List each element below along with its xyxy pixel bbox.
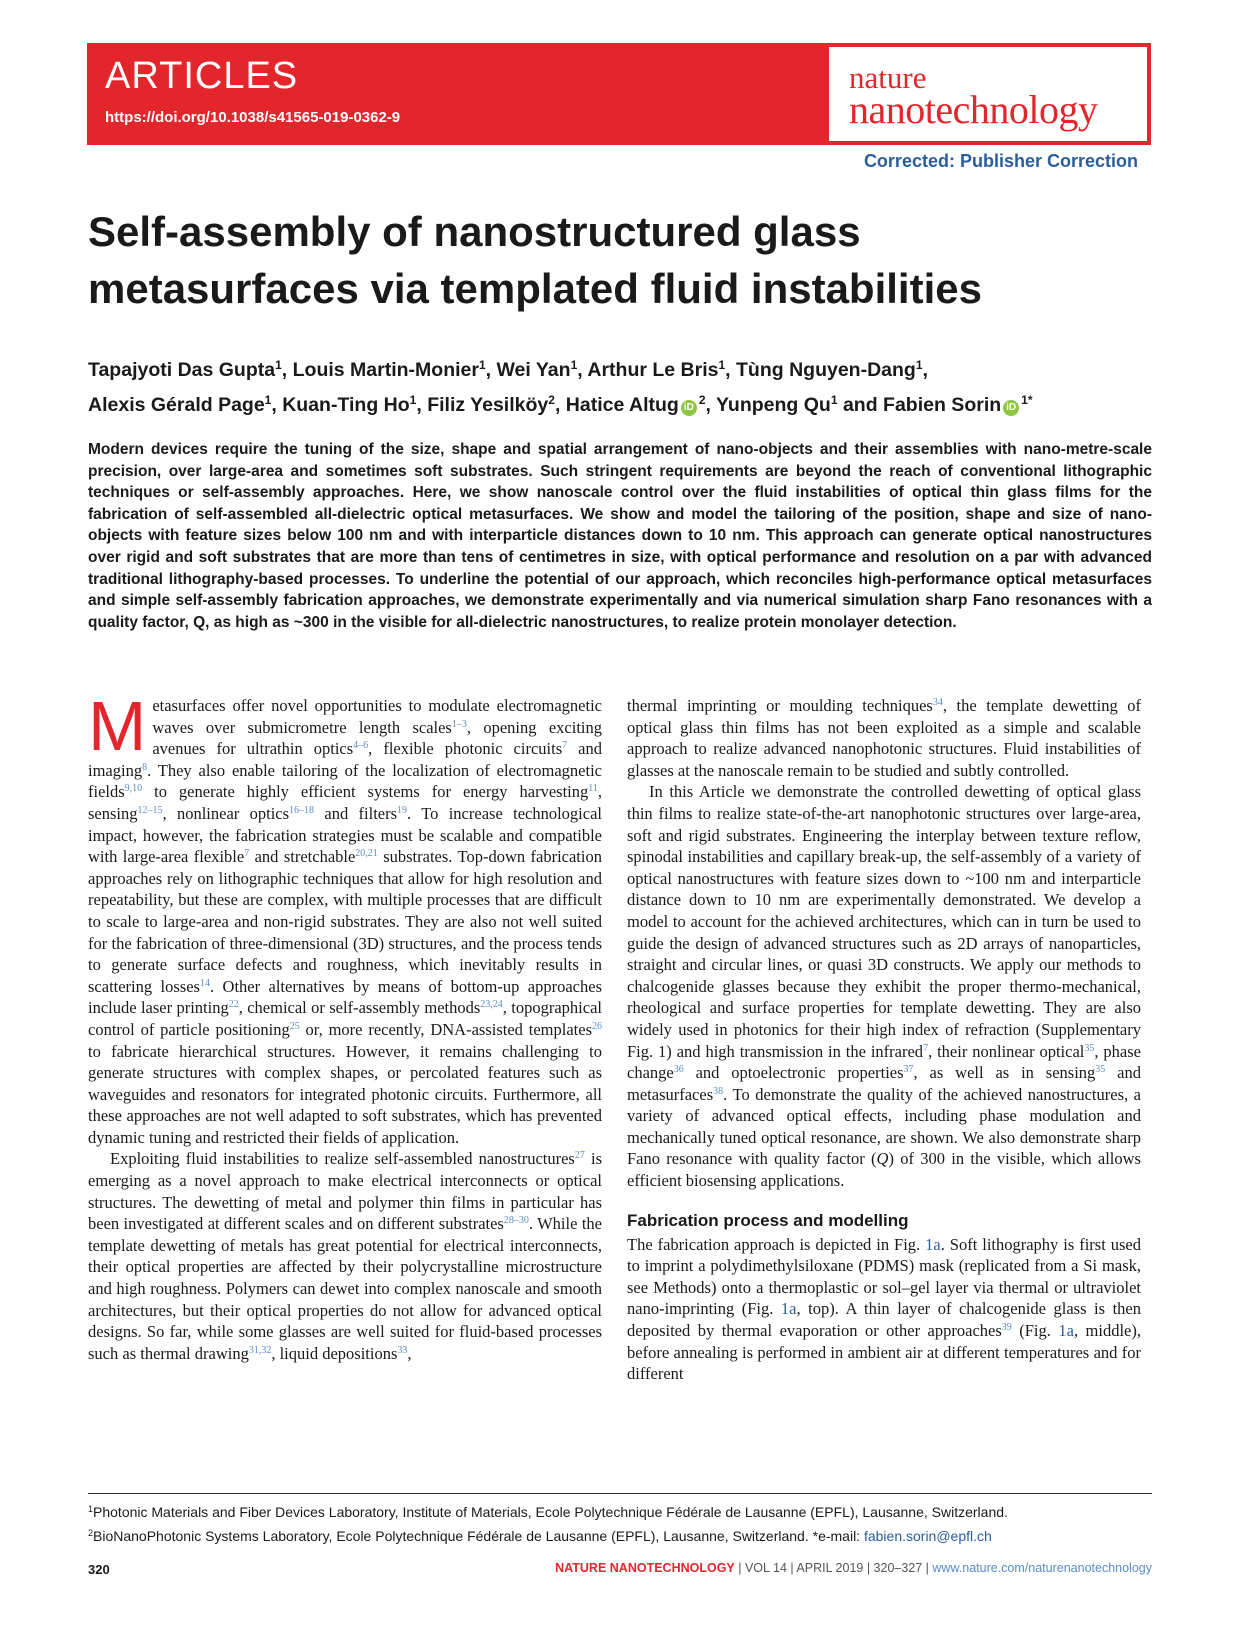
correction-notice[interactable]: Corrected: Publisher Correction [863,151,1138,171]
author-name: Arthur Le Bris [587,359,719,381]
affiliation-marker: 1 [409,393,417,407]
body-paragraph: thermal imprinting or moulding techniques$^{34}$, the template dewetting of optical glass thin films has not been exploited as a simple and scalable approach to realize advanced nanophotonic structures. Fluid instabilities of glasses at the nanoscale remain to be studied and subtly controlled. [627,696,1141,780]
body-paragraph: Exploiting fluid instabilities to realize self-assembled nanostructures$^{27}$ is emerging as a novel approach to make electrical interconnects or optical structures. The dewetting of metal and polymer thin films in particular has been investigated at different scales and on different substrates$^{28-30}$. While the template dewetting of metals has great potential for electrical interconnects, their optical properties are affected by their polycrystalline microstructure and high roughness. Polymers can dewet into complex nanoscale and smooth architectures, but their optical properties do not allow for advanced optical designs. So far, while some glasses are well suited for fluid-based processes such as thermal drawing$^{31,32}$, liquid depositions$^{33}$, [88,1149,602,1363]
orcid-icon[interactable]: iD [681,400,697,416]
logo-line-nanotechnology: nanotechnology [849,87,1098,132]
article-type-banner [87,43,1151,145]
doi-link[interactable]: https://doi.org/10.1038/s41565-019-0362-9 [105,109,401,126]
body-paragraph: Metasurfaces offer novel opportunities to modulate electromagnetic waves over submicrometre length scales$^{1-3}$, opening exciting avenues for ultrathin optics$^{4-6}$, flexible photonic circuits$^7$ and imaging$^8$. They also enable tailoring of the localization of electromagnetic fields$^{9,10}$ to generate highly efficient systems for energy harvesting$^{11}$, sensing$^{12-15}$, nonlinear optics$^{16-18}$ and filters$^{19}$. To increase technological impact, however, the fabrication strategies must be scalable and compatible with large-area flexible$^7$ and stretchable$^{20,21}$ substrates. Top-down fabrication approaches rely on lithographic techniques that allow for high resolution and repeatability, but these are complex, with multiple processes that are difficult to scale to large-area and non-rigid substrates. They are also not well suited for the fabrication of three-dimensional (3D) structures, and the process tends to generate surface defects and roughness, which inevitably results in scattering losses$^{14}$. Other alternatives by means of bottom-up approaches include laser printing$^{22}$, chemical or self-assembly methods$^{23,24}$, topographical control of particle positioning$^{25}$ or, more recently, DNA-assisted templates$^{26}$ to fabricate hierarchical structures. However, it remains challenging to generate structures with complex shapes, or percolated features such as waveguides and resonators for integrated photonic circuits. Furthermore, all these approaches are not well adapted to soft substrates, which has prevented dynamic tuning and restricted their fields of application. [88,687,603,1147]
page-number: 320 [88,1562,110,1577]
affiliation-marker: 1 [275,358,282,372]
footnote-divider [88,1493,1152,1494]
affiliation-marker: 2 [548,393,555,407]
author-name: Filiz Yesilköy [427,394,549,416]
title-line-2: metasurfaces via templated fluid instabilities [88,265,982,312]
author-name: Hatice Altug [565,394,679,416]
journal-footer [555,1561,1152,1575]
body-column-left [88,687,603,1364]
journal-name: NATURE NANOTECHNOLOGY [555,1561,735,1575]
author-line-1: Tapajyoti Das Gupta$^1$, Louis Martin-Monier$^1$, Wei Yan$^1$, Arthur Le Bris$^1$, Tùng Nguyen-Dang$^1$, [88,358,928,381]
issue-info: | VOL 14 | APRIL 2019 | 320–327 | [734,1561,933,1575]
affiliations-footnote [88,1499,1152,1547]
abstract: Modern devices require the tuning of the size, shape and spatial arrangement of nano-objects and their assemblies with nano-metre-scale precision, over large-area and sometimes soft substrates. Such stringent requirements are beyond the reach of conventional lithographic techniques or self-assembly approaches. Here, we show nanoscale control over the fluid instabilities of optical thin glass films for the fabrication of self-assembled all-dielectric optical metasurfaces. We show and model the tailoring of the position, shape and size of nano-objects with feature sizes below 100 nm and with interparticle distances down to 10 nm. This approach can generate optical nanostructures over rigid and soft substrates that are more than tens of centimetres in size, with optical performance and resolution on a par with advanced traditional lithography-based processes. To underline the potential of our approach, which reconciles high-performance optical metasurfaces and simple self-assembly fabrication approaches, we demonstrate experimentally and via numerical simulation sharp Fano resonances with a quality factor, Q, as high as ~300 in the visible for all-dielectric nanostructures, to realize protein monolayer detection. [88,441,1152,631]
affiliation-marker: 1 [830,393,838,407]
email-link[interactable]: fabien.sorin@epfl.ch [863,1528,992,1544]
section-label: ARTICLES [105,55,299,97]
affiliation-marker: 2 [698,393,706,407]
affiliation-marker: 1 [570,358,578,372]
body-column-right [627,695,1141,1385]
journal-logo [829,47,1147,141]
affiliation-marker: 1 [478,358,486,372]
affiliation-marker: 1 [915,358,923,372]
body-paragraph: In this Article we demonstrate the controlled dewetting of optical glass thin films to realize state-of-the-art nanophotonic structures over large-area, soft and rigid substrates. Engineering the interplay between texture reflow, spinodal instabilities and capillary break-up, the self-assembly of a variety of optical nanostructures with feature sizes down to ~100 nm and interparticle distance down to 10 nm are experimentally demonstrated. We develop a model to account for the achieved architectures, which can in turn be used to guide the design of advanced structures such as 2D arrays of nanoparticles, straight and circular lines, or quasi 3D constructs. We apply our methods to chalcogenide glasses because they exhibit the proper thermo-mechanical, rheological and surface properties for template dewetting. They are also widely used in photonics for their high index of refraction (Supplementary Fig. 1) and high transmission in the infrared$^7$, their nonlinear optical$^{35}$, phase change$^{36}$ and optoelectronic properties$^{37}$, as well as in sensing$^{35}$ and metasurfaces$^{38}$. To demonstrate the quality of the achieved nanostructures, a variety of advanced optical effects, including phase modulation and mechanically tuned optical resonance, are shown. We also demonstrate sharp Fano resonance with quality factor (Q) of 300 in the visible, which allows efficient biosensing applications. [627,782,1141,1191]
affiliation-text: BioNanoPhotonic Systems Laboratory, Ecole Polytechnique Fédérale de Lausanne (EPFL), Lausanne, Switzerland. *e-mail: [93,1528,864,1544]
author-name: Tapajyoti Das Gupta [88,359,276,381]
affiliation-1: $^1$Photonic Materials and Fiber Devices Laboratory, Institute of Materials, Ecole Polytechnique Fédérale de Lausanne (EPFL), Lausanne, Switzerland. [88,1504,1008,1520]
section-heading: Fabrication process and modelling [627,1210,909,1230]
author-name: Louis Martin-Monier [292,359,479,381]
title-line-1: Self-assembly of nanostructured glass [88,208,861,255]
orcid-icon[interactable]: iD [1003,400,1019,416]
article-title [88,203,1148,317]
logo-line-nature: nature [849,60,927,95]
author-list [88,350,1168,420]
author-name: Kuan-Ting Ho [282,394,410,416]
author-name: Wei Yan [496,359,571,381]
author-line-2: Alexis Gérald Page$^1$, Kuan-Ting Ho$^1$, Filiz Yesilköy$^2$, Hatice Altug $iD^2$, Yunpeng Qu$^1$ and Fabien Sorin $iD^{1*}$ [88,393,1033,416]
author-name: Yunpeng Qu [716,394,831,416]
affiliation-2: $^2$BioNanoPhotonic Systems Laboratory, Ecole Polytechnique Fédérale de Lausanne (EPFL), Lausanne, Switzerland. *e-mail: fabien.sorin@epfl.ch [88,1528,992,1544]
body-paragraph: The fabrication approach is depicted in Fig. 1a. Soft lithography is first used to imprint a polydimethylsiloxane (PDMS) mask (replicated from a Si mask, see Methods) onto a thermoplastic or sol–gel layer via thermal or ultraviolet nano-imprinting (Fig. 1a, top). A thin layer of chalcogenide glass is then deposited by thermal evaporation or other approaches$^{39}$ (Fig. 1a, middle), before annealing is performed in ambient air at different temperatures and for different [627,1234,1141,1384]
author-name: Tùng Nguyen-Dang [736,359,916,381]
affiliation-text: Photonic Materials and Fiber Devices Laboratory, Institute of Materials, Ecole Polytechnique Fédérale de Lausanne (EPFL), Lausanne, Switzerland. [93,1504,1008,1520]
affiliation-marker: 1* [1021,393,1033,407]
affiliation-marker: 1 [718,358,726,372]
drop-cap: M [88,687,147,765]
journal-url[interactable]: www.nature.com/naturenanotechnology [932,1561,1152,1575]
author-name: Alexis Gérald Page [88,394,265,416]
affiliation-marker: 1 [264,393,272,407]
author-name: Fabien Sorin [883,394,1002,416]
